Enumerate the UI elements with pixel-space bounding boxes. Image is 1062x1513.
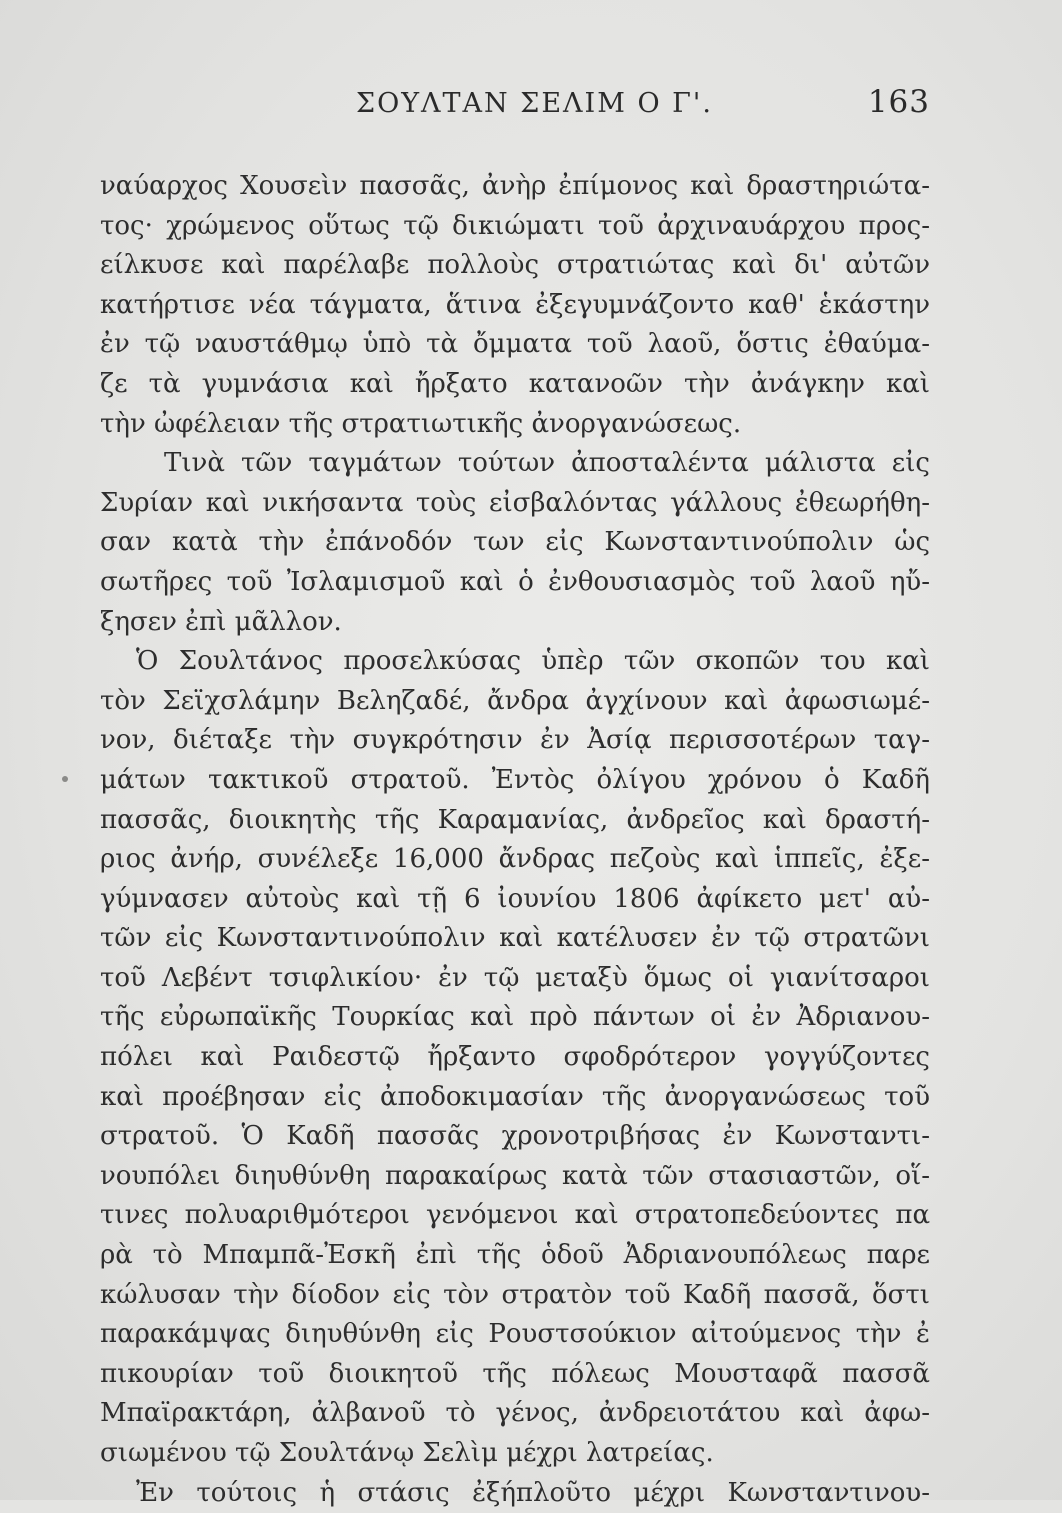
text-line: καὶ προέβησαν εἰς ἀποδοκιμασίαν τῆς ἀνοργανώσεως τοῦ (100, 1081, 930, 1112)
text-line: κατήρτισε νέα τάγματα, ἅτινα ἐξεγυμνάζοντο καθ' ἑκάστην (100, 289, 930, 320)
text-line: ξησεν ἐπὶ μᾶλλον. (100, 606, 342, 637)
text-line: κώλυσαν τὴν δίοδον εἰς τὸν στρατὸν τοῦ Καδῆ πασσᾶ, ὅστι (100, 1279, 930, 1310)
text-line: πόλει καὶ Ραιδεστῷ ἤρξαντο σφοδρότερον γογγύζοντες (100, 1042, 930, 1073)
text-line: ριος ἀνήρ, συνέλεξε 16,000 ἄνδρας πεζοὺς καὶ ἱππεῖς, ἐξε- (100, 844, 930, 875)
text-line: πικουρίαν τοῦ διοικητοῦ τῆς πόλεως Μουσταφᾶ πασσᾶ (100, 1358, 930, 1389)
text-line: Συρίαν καὶ νικήσαντα τοὺς εἰσβαλόντας γάλλους ἐθεωρήθη- (100, 487, 930, 518)
text-line: παρακάμψας διηυθύνθη εἰς Ρουστσούκιον αἰτούμενος τὴν ἐ (100, 1319, 930, 1350)
text-line: τῶν εἰς Κωνσταντινούπολιν καὶ κατέλυσεν ἐν τῷ στρατῶνι (100, 923, 930, 954)
text-line: ναύαρχος Χουσεὶν πασσᾶς, ἀνὴρ ἐπίμονος καὶ δραστηριώτα- (100, 171, 930, 201)
text-line: νουπόλει διηυθύνθη παρακαίρως κατὰ τῶν στασιαστῶν, οἵ- (100, 1160, 930, 1191)
text-line: ζε τὰ γυμνάσια καὶ ἤρξατο κατανοῶν τὴν ἀνάγκην καὶ (100, 368, 930, 399)
paragraph-start-line: Τινὰ τῶν ταγμάτων τούτων ἀποσταλέντα μάλιστα εἰς (164, 448, 930, 479)
text-line: πασσᾶς, διοικητὴς τῆς Καραμανίας, ἀνδρεῖος καὶ δραστή- (100, 804, 930, 835)
text-line: τῆς εὐρωπαϊκῆς Τουρκίας καὶ πρὸ πάντων οἱ ἐν Ἀδριανου- (100, 1002, 930, 1033)
text-line: ἐν τῷ ναυστάθμῳ ὑπὸ τὰ ὄμματα τοῦ λαοῦ, ὅστις ἐθαύμα- (100, 329, 930, 360)
body-text (100, 167, 930, 1513)
text-line: σιωμένου τῷ Σουλτάνῳ Σελὶμ μέχρι λατρείας. (100, 1438, 714, 1468)
paragraph-start-line: Ἐν τούτοις ἡ στάσις ἐξήπλοῦτο μέχρι Κωνσταντινου- (136, 1477, 930, 1508)
text-line: μάτων τακτικοῦ στρατοῦ. Ἐντὸς ὀλίγου χρόνου ὁ Καδῆ (100, 764, 930, 795)
text-line: τὸν Σεϊχσλάμην Βεληζαδέ, ἄνδρα ἀγχίνουν καὶ ἀφωσιωμέ- (100, 685, 930, 716)
text-line: ρὰ τὸ Μπαμπᾶ-Ἐσκῆ ἐπὶ τῆς ὁδοῦ Ἀδριανουπόλεως παρε (100, 1240, 930, 1271)
text-line: σωτῆρες τοῦ Ἰσλαμισμοῦ καὶ ὁ ἐνθουσιασμὸς τοῦ λαοῦ ηὔ- (100, 566, 930, 597)
text-line: τος· χρώμενος οὕτως τῷ δικιώματι τοῦ ἀρχιναυάρχου προς- (100, 210, 930, 241)
text-line: είλκυσε καὶ παρέλαβε πολλοὺς στρατιώτας καὶ δι' αὐτῶν (100, 250, 930, 281)
running-title: ΣΟΥΛΤΑΝ ΣΕΛΙΜ Ο Γ'. (356, 88, 713, 119)
text-line: νον, διέταξε τὴν συγκρότησιν ἐν Ἀσίᾳ περισσοτέρων ταγ- (100, 725, 930, 756)
text-line: γύμνασεν αὐτοὺς καὶ τῇ 6 ἰουνίου 1806 ἀφίκετο μετ' αὐ- (100, 883, 930, 914)
text-line: τοῦ Λεβέντ τσιφλικίου· ἐν τῷ μεταξὺ ὅμως οἱ γιανίτσαροι (100, 962, 930, 993)
paragraph-start-line: Ὁ Σουλτάνος προσελκύσας ὑπὲρ τῶν σκοπῶν του καὶ (136, 646, 930, 677)
text-line: τινες πολυαριθμότεροι γενόμενοι καὶ στρατοπεδεύοντες πα (100, 1200, 930, 1231)
text-line: σαν κατὰ τὴν ἐπάνοδόν των εἰς Κωνσταντινούπολιν ὡς (100, 527, 930, 558)
page-number: 163 (867, 84, 930, 120)
ink-speck (62, 776, 68, 782)
text-line: στρατοῦ. Ὁ Καδῆ πασσᾶς χρονοτριβήσας ἐν Κωνσταντι- (100, 1121, 930, 1152)
text-line: τὴν ὠφέλειαν τῆς στρατιωτικῆς ἀνοργανώσεως. (100, 408, 742, 439)
text-line: Μπαϊρακτάρη, ἀλβανοῦ τὸ γένος, ἀνδρειοτάτου καὶ ἀφω- (100, 1398, 930, 1429)
